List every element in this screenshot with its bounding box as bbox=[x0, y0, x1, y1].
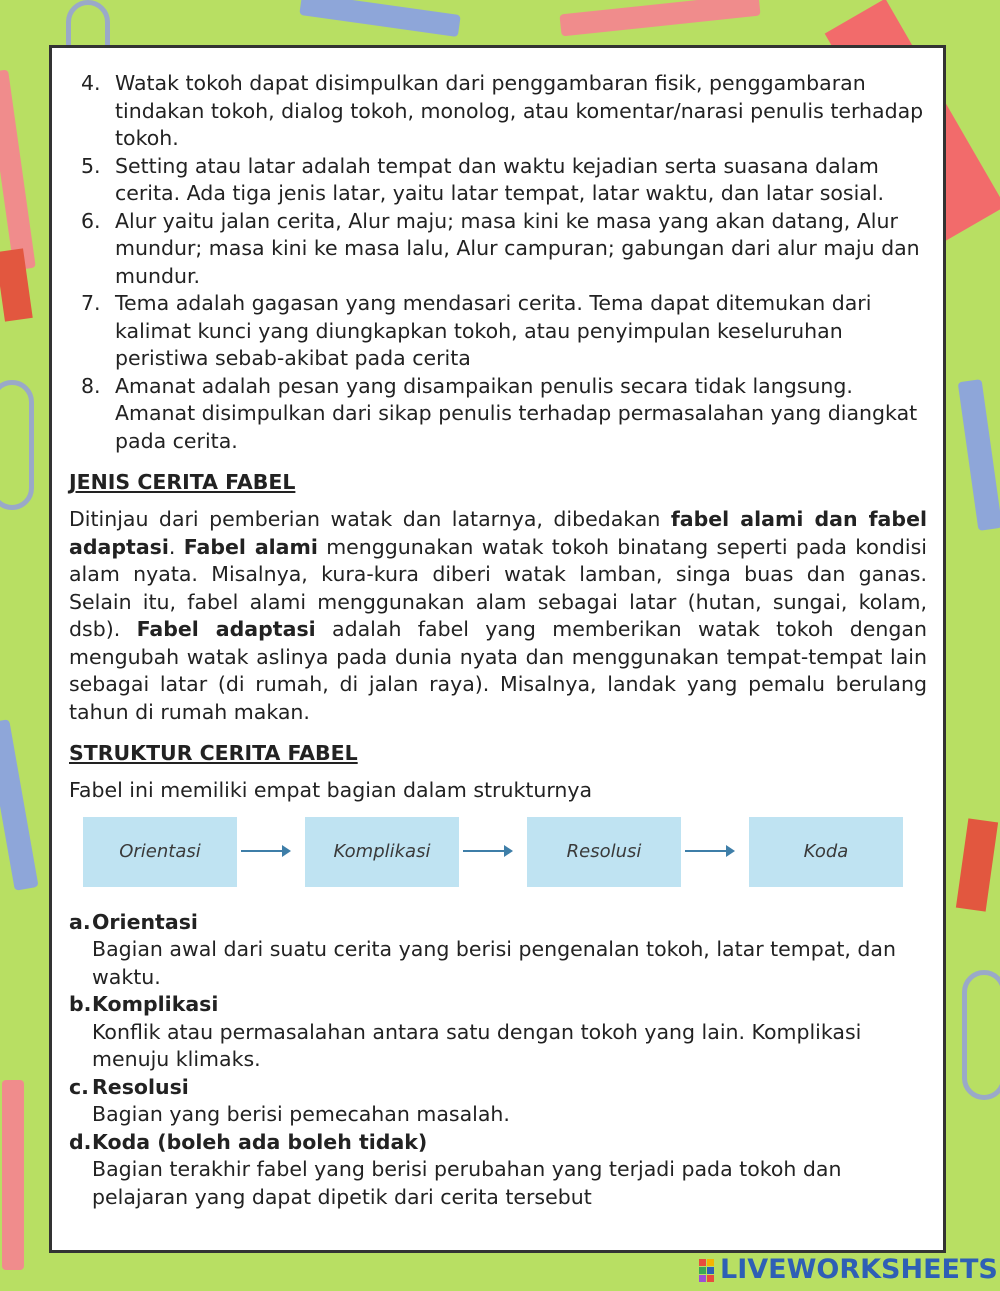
liveworksheets-brand[interactable]: LIVEWORKSHEETS bbox=[720, 1254, 998, 1285]
list-text: Setting atau latar adalah tempat dan waktu kejadian serta suasana dalam cerita. Ada tiga jenis latar, yaitu latar tempat, latar waktu, dan latar sosial. bbox=[115, 153, 885, 205]
part-title: Orientasi bbox=[92, 909, 198, 934]
part-letter: c. bbox=[69, 1074, 89, 1099]
arrow-right-icon bbox=[241, 850, 283, 852]
arrow-right-icon bbox=[463, 850, 505, 852]
bold-term: Fabel alami bbox=[183, 534, 318, 559]
part-letter: d. bbox=[69, 1129, 92, 1154]
jenis-paragraph bbox=[69, 506, 927, 726]
diagram-box-resolusi: Resolusi bbox=[527, 817, 681, 887]
text-run: menggunakan watak tokoh binatang seperti pada kondisi alam nyata. Misalnya, kura-kura diberi watak lamban, singa buas dan ganas. Selain itu, fabel alami menggunakan alam sebagai latar (hutan, sungai, kolam, dsb). bbox=[69, 534, 927, 641]
section-heading-jenis: JENIS CERITA FABEL bbox=[69, 470, 296, 494]
worksheet-page bbox=[49, 45, 946, 1253]
part-description: Bagian awal dari suatu cerita yang berisi pengenalan tokoh, latar tempat, dan waktu. bbox=[92, 937, 896, 989]
list-text: Alur yaitu jalan cerita, Alur maju; masa kini ke masa yang akan datang, Alur mundur; masa kini ke masa lalu, Alur campuran; gabungan dari alur maju dan mundur. bbox=[115, 208, 920, 288]
part-title: Resolusi bbox=[92, 1074, 189, 1099]
text-run: . bbox=[168, 534, 184, 559]
eraser-decoration bbox=[956, 818, 998, 911]
pencil-decoration bbox=[559, 0, 760, 36]
structure-part bbox=[69, 909, 927, 992]
part-title: Koda (boleh ada boleh tidak) bbox=[92, 1129, 428, 1154]
structure-parts bbox=[69, 909, 927, 1212]
part-description: Bagian yang berisi pemecahan masalah. bbox=[92, 1102, 510, 1126]
diagram-box-orientasi: Orientasi bbox=[83, 817, 237, 887]
arrow-right-icon bbox=[685, 850, 727, 852]
list-item bbox=[69, 290, 927, 373]
paperclip-decoration bbox=[962, 970, 1000, 1100]
part-letter: a. bbox=[69, 909, 91, 934]
paperclip-decoration bbox=[0, 380, 34, 510]
list-item bbox=[69, 373, 927, 456]
diagram-box-koda: Koda bbox=[749, 817, 903, 887]
list-item bbox=[69, 208, 927, 291]
list-number: 5. bbox=[81, 153, 101, 178]
list-text: Watak tokoh dapat disimpulkan dari penggambaran fisik, penggambaran tindakan tokoh, dialog tokoh, monolog, atau komentar/narasi penulis terhadap tokoh. bbox=[115, 71, 924, 150]
structure-diagram bbox=[69, 817, 927, 899]
list-number: 4. bbox=[81, 71, 101, 95]
part-description: Konflik atau permasalahan antara satu dengan tokoh yang lain. Komplikasi menuju klimaks. bbox=[92, 1019, 862, 1071]
bold-term: Fabel adaptasi bbox=[136, 617, 316, 641]
text-run: Ditinjau dari pemberian watak dan latarnya, dibedakan bbox=[69, 507, 671, 531]
part-description: Bagian terakhir fabel yang berisi perubahan yang terjadi pada tokoh dan pelajaran yang dapat dipetik dari cerita tersebut bbox=[92, 1157, 842, 1209]
list-text: Tema adalah gagasan yang mendasari cerita. Tema dapat ditemukan dari kalimat kunci yang diungkapkan tokoh, atau penyimpulan keseluruhan peristiwa sebab-akibat pada cerita bbox=[115, 291, 872, 370]
pencil-decoration bbox=[2, 1080, 24, 1270]
list-text: Amanat adalah pesan yang disampaikan penulis secara tidak langsung. Amanat disimpulkan dari sikap penulis terhadap permasalahan yang diangkat pada cerita. bbox=[115, 373, 918, 453]
worksheet-content bbox=[69, 70, 927, 1211]
list-item bbox=[69, 70, 927, 153]
structure-part bbox=[69, 1074, 927, 1129]
structure-part bbox=[69, 1129, 927, 1212]
diagram-box-komplikasi: Komplikasi bbox=[305, 817, 459, 887]
element-list bbox=[69, 70, 927, 455]
text-run: adalah fabel yang memberikan watak tokoh dengan mengubah watak aslinya pada dunia nyata dan menggunakan tempat-tempat lain sebagai latar (di rumah, di jalan raya). Misalnya, landak yang pemalu berulang tahun di rumah makan. bbox=[69, 617, 927, 724]
part-title: Komplikasi bbox=[92, 992, 219, 1016]
pencil-decoration bbox=[0, 69, 36, 270]
pencil-decoration bbox=[0, 719, 39, 891]
list-number: 6. bbox=[81, 208, 101, 233]
list-number: 7. bbox=[81, 291, 101, 315]
structure-part bbox=[69, 991, 927, 1074]
list-number: 8. bbox=[81, 373, 101, 398]
pencil-decoration bbox=[958, 379, 1000, 531]
list-item bbox=[69, 153, 927, 208]
liveworksheets-logo-icon bbox=[699, 1259, 715, 1283]
struktur-intro: Fabel ini memiliki empat bagian dalam strukturnya bbox=[69, 778, 593, 802]
part-letter: b. bbox=[69, 992, 92, 1016]
bold-term: fabel alami dan fabel adaptasi bbox=[69, 507, 928, 559]
section-heading-struktur: STRUKTUR CERITA FABEL bbox=[69, 741, 358, 765]
pencil-decoration bbox=[299, 0, 461, 37]
